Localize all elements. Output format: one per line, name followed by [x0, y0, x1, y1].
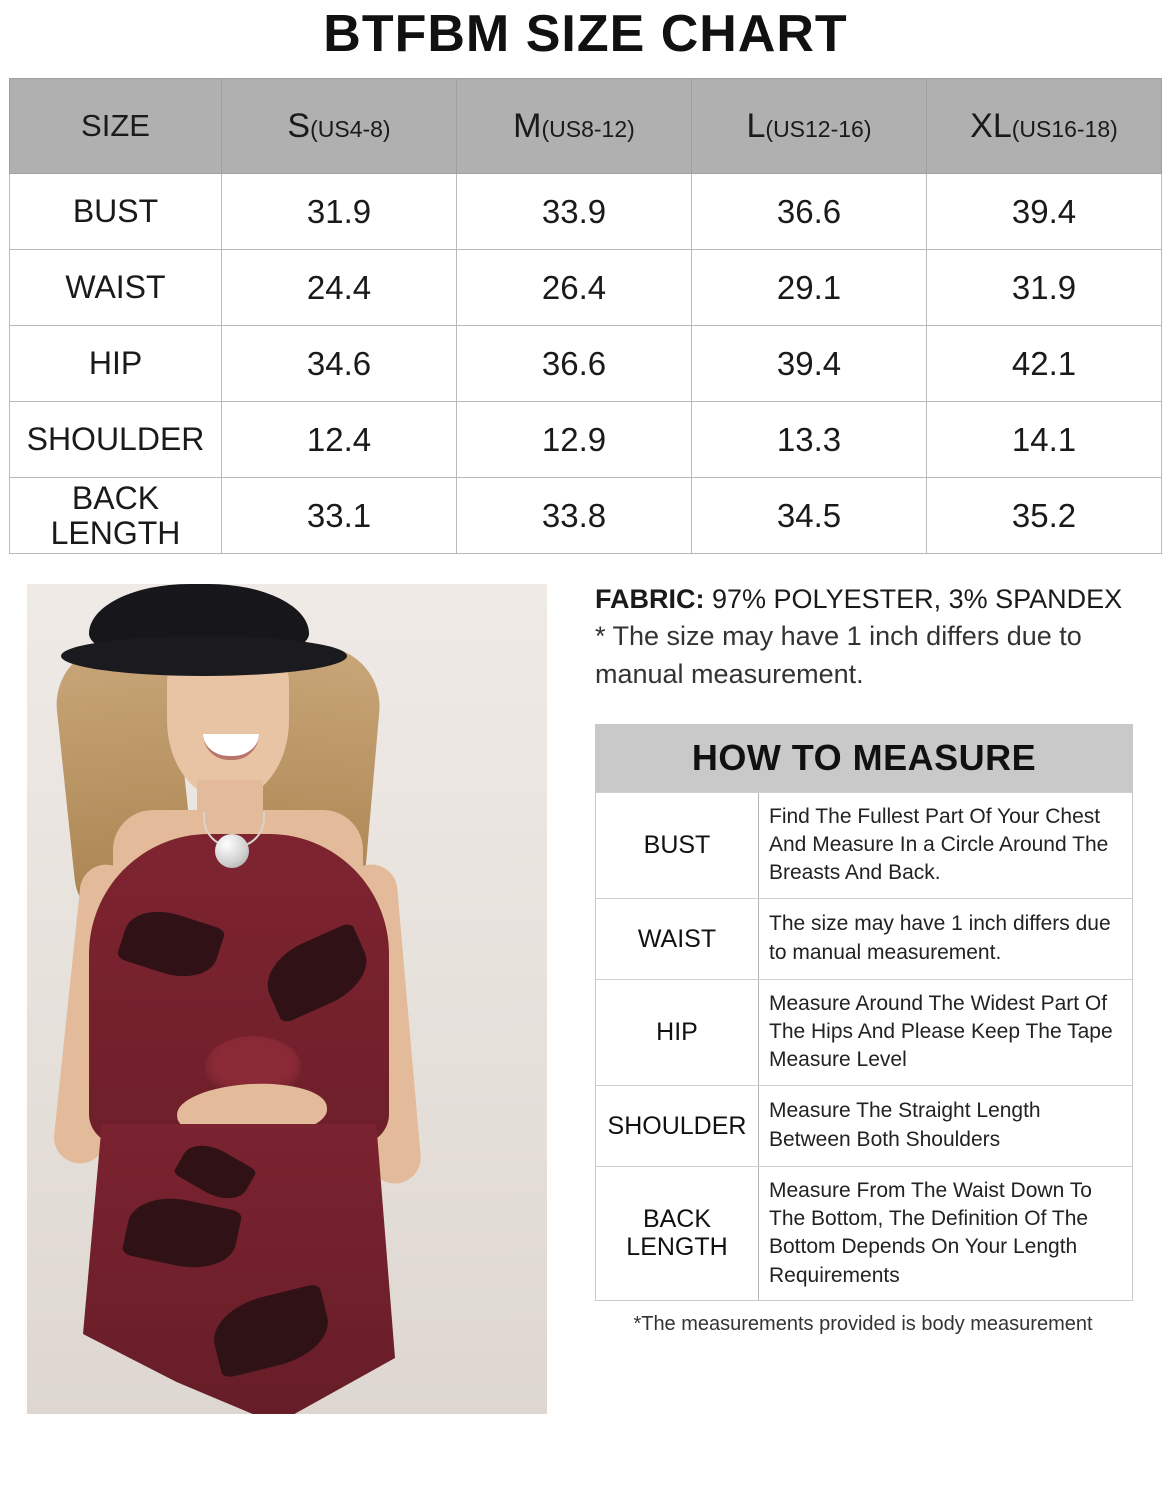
measure-desc-shoulder: Measure The Straight Length Between Both Shoulders: [758, 1086, 1132, 1166]
table-row: [10, 174, 1162, 250]
table-row: [10, 402, 1162, 478]
fabric-label: FABRIC:: [595, 584, 705, 614]
row-label-back-length: BACK LENGTH: [10, 478, 222, 554]
fabric-value: 97% POLYESTER, 3% SPANDEX: [704, 584, 1123, 614]
lower-section: [0, 584, 1171, 1414]
cell-shoulder-m: 12.9: [457, 402, 692, 478]
table-row: [596, 1166, 1132, 1300]
cell-hip-s: 34.6: [222, 326, 457, 402]
info-panel: [569, 584, 1162, 1414]
header-size-s: S(US4-8): [222, 79, 457, 174]
measure-term-shoulder: SHOULDER: [607, 1111, 747, 1140]
measure-term-hip: HIP: [656, 1018, 698, 1047]
cell-bust-xl: 39.4: [927, 174, 1162, 250]
cell-shoulder-xl: 14.1: [927, 402, 1162, 478]
cell-hip-m: 36.6: [457, 326, 692, 402]
measure-desc-hip: Measure Around The Widest Part Of The Hips And Please Keep The Tape Measure Level: [758, 980, 1132, 1085]
product-photo-panel: [9, 584, 569, 1414]
necklace-pendant: [215, 834, 249, 868]
header-size-l: L(US12-16): [692, 79, 927, 174]
cell-waist-m: 26.4: [457, 250, 692, 326]
row-label-shoulder: SHOULDER: [10, 402, 222, 478]
cell-bust-m: 33.9: [457, 174, 692, 250]
cell-back-length-s: 33.1: [222, 478, 457, 554]
cell-hip-l: 39.4: [692, 326, 927, 402]
measure-term-bust: BUST: [643, 831, 711, 860]
table-row: [10, 326, 1162, 402]
how-to-measure-table: [595, 724, 1133, 1301]
cell-bust-s: 31.9: [222, 174, 457, 250]
table-row: [596, 792, 1132, 898]
row-label-waist: WAIST: [10, 250, 222, 326]
how-to-measure-heading: HOW TO MEASURE: [596, 725, 1132, 792]
measure-term-back-length: BACK LENGTH: [626, 1205, 728, 1262]
table-row: [10, 250, 1162, 326]
size-chart-table: [9, 78, 1162, 554]
cell-bust-l: 36.6: [692, 174, 927, 250]
cell-shoulder-s: 12.4: [222, 402, 457, 478]
how-to-measure-footnote: *The measurements provided is body measurement: [633, 1313, 1093, 1336]
header-size: SIZE: [10, 79, 222, 174]
header-size-m: M(US8-12): [457, 79, 692, 174]
row-label-bust: BUST: [10, 174, 222, 250]
measure-desc-back-length: Measure From The Waist Down To The Bottom, The Definition Of The Bottom Depends On Your Length Requirements: [758, 1167, 1132, 1300]
hat-brim: [61, 636, 347, 676]
cell-shoulder-l: 13.3: [692, 402, 927, 478]
cell-back-length-l: 34.5: [692, 478, 927, 554]
table-header-row: [10, 79, 1162, 174]
page-title: BTFBM SIZE CHART: [323, 5, 848, 63]
fabric-line: [595, 584, 1162, 615]
header-size-xl: XL(US16-18): [927, 79, 1162, 174]
cell-hip-xl: 42.1: [927, 326, 1162, 402]
model-photo: [27, 584, 547, 1414]
measure-desc-waist: The size may have 1 inch differs due to manual measurement.: [758, 899, 1132, 979]
table-row: [596, 1085, 1132, 1166]
table-row: [10, 478, 1162, 554]
row-label-hip: HIP: [10, 326, 222, 402]
cell-waist-s: 24.4: [222, 250, 457, 326]
measure-desc-bust: Find The Fullest Part Of Your Chest And Measure In a Circle Around The Breasts And Back.: [758, 793, 1132, 898]
cell-back-length-m: 33.8: [457, 478, 692, 554]
table-row: [596, 898, 1132, 979]
measurement-note: * The size may have 1 inch differs due to manual measurement.: [595, 621, 1082, 690]
measure-term-waist: WAIST: [637, 924, 717, 953]
table-row: [596, 979, 1132, 1085]
cell-waist-l: 29.1: [692, 250, 927, 326]
cell-back-length-xl: 35.2: [927, 478, 1162, 554]
cell-waist-xl: 31.9: [927, 250, 1162, 326]
